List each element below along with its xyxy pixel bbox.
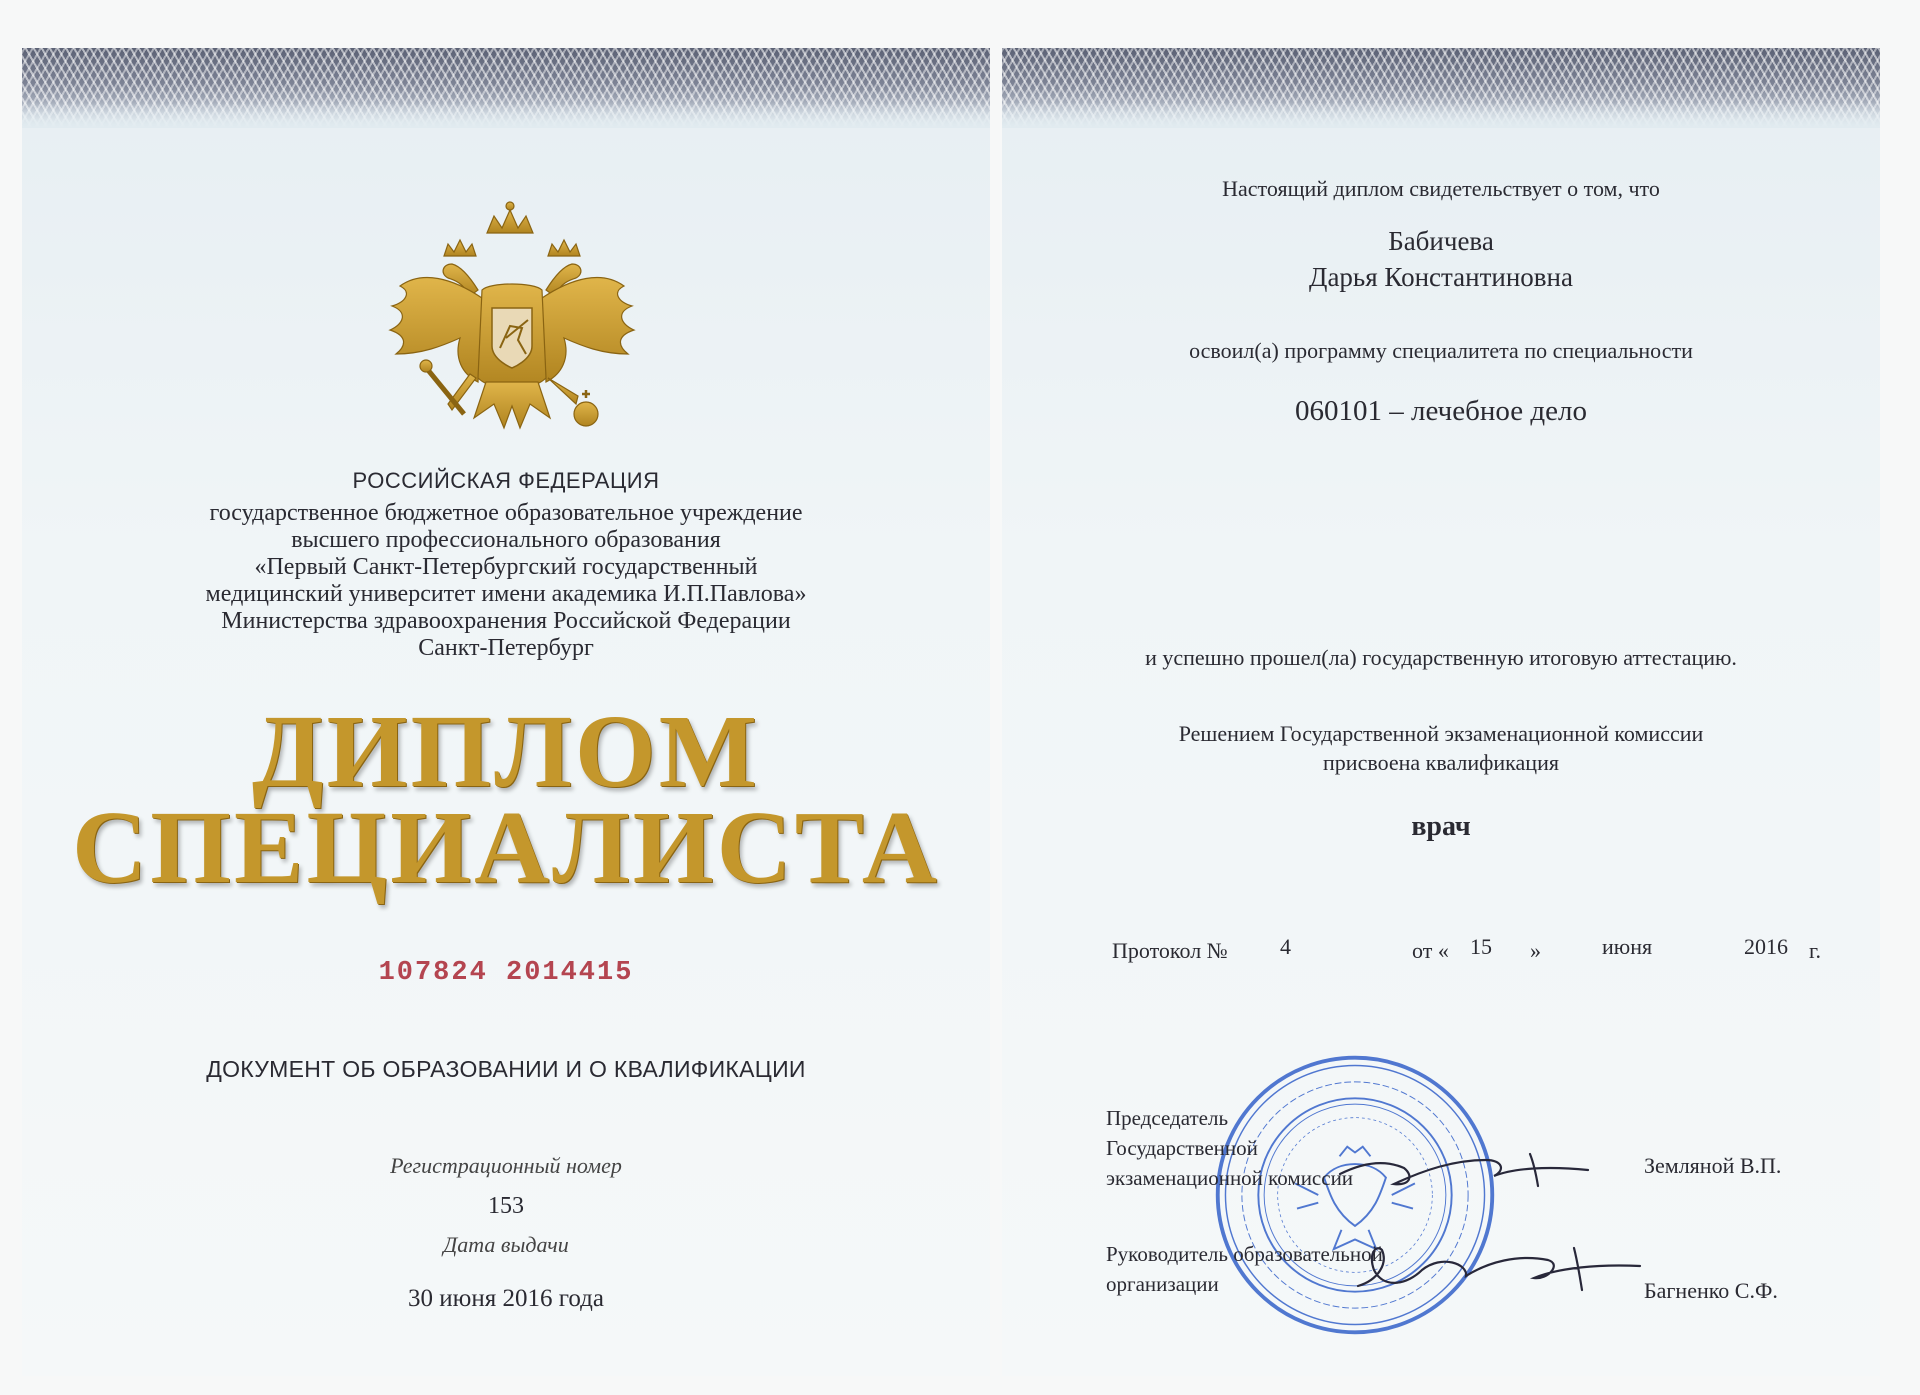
chair-title-line: Государственной [1106, 1136, 1258, 1160]
head-title [1106, 1239, 1383, 1299]
attestation-statement: и успешно прошел(ла) государственную итоговую аттестацию. [1145, 645, 1737, 670]
chair-title [1106, 1103, 1353, 1193]
country-heading: РОССИЙСКАЯ ФЕДЕРАЦИЯ [352, 468, 660, 493]
commission-decision [1002, 719, 1880, 777]
head-title-line: Руководитель образовательной [1106, 1242, 1383, 1266]
chair-title-line: экзаменационной комиссии [1106, 1166, 1354, 1190]
protocol-date-from: от « [1412, 938, 1449, 963]
institution-name [22, 500, 990, 662]
diploma-content-page [1002, 48, 1880, 1376]
guilloche-border [22, 48, 990, 128]
signature-icon [1334, 1130, 1604, 1200]
protocol-label: Протокол № [1112, 938, 1228, 963]
issue-date-label: Дата выдачи [443, 1232, 569, 1257]
serial-number: 107824 2014415 [378, 958, 634, 988]
decision-line: присвоена квалификация [1323, 750, 1559, 775]
institution-line: «Первый Санкт-Петербургский государственный [254, 554, 758, 580]
diploma-title-line2: СПЕЦИАЛИСТА [71, 790, 941, 905]
head-name: Багненко С.Ф. [1644, 1278, 1778, 1303]
registration-number-label: Регистрационный номер [390, 1153, 622, 1178]
specialty: 060101 – лечебное дело [1295, 395, 1587, 427]
institution-line: высшего профессионального образования [291, 527, 721, 553]
protocol-day: 15 [1470, 934, 1492, 959]
protocol-close-quote: » [1530, 938, 1541, 963]
institution-line: Министерства здравоохранения Российской Федерации [221, 608, 791, 634]
coat-of-arms-icon [382, 178, 642, 453]
diploma-spread [22, 48, 1880, 1376]
protocol-year-suffix: г. [1809, 938, 1822, 963]
qualification: врач [1411, 811, 1471, 842]
head-title-line: организации [1106, 1272, 1219, 1296]
protocol-month: июня [1602, 934, 1653, 959]
institution-line: государственное бюджетное образовательное учреждение [209, 500, 803, 526]
chair-title-line: Председатель [1106, 1106, 1229, 1130]
protocol-year: 2016 [1744, 934, 1788, 959]
program-statement: освоил(а) программу специалитета по специальности [1189, 338, 1693, 363]
registration-number: 153 [488, 1193, 524, 1219]
institution-line: медицинский университет имени академика И.П.Павлова» [205, 581, 807, 607]
document-type: ДОКУМЕНТ ОБ ОБРАЗОВАНИИ И О КВАЛИФИКАЦИИ [206, 1056, 806, 1082]
protocol-number: 4 [1280, 934, 1291, 959]
certification-intro: Настоящий диплом свидетельствует о том, что [1222, 176, 1660, 201]
guilloche-border [1002, 48, 1880, 128]
diploma-title-line1: ДИПЛОМ [252, 694, 760, 809]
chair-name: Земляной В.П. [1644, 1153, 1782, 1178]
diploma-cover-page [22, 48, 990, 1376]
issue-date: 30 июня 2016 года [408, 1285, 604, 1312]
signature-icon [1348, 1224, 1648, 1304]
institution-line: Санкт-Петербург [418, 635, 594, 661]
graduate-surname: Бабичева [1388, 226, 1494, 256]
graduate-given-names: Дарья Константиновна [1309, 262, 1573, 292]
decision-line: Решением Государственной экзаменационной комиссии [1178, 721, 1704, 746]
